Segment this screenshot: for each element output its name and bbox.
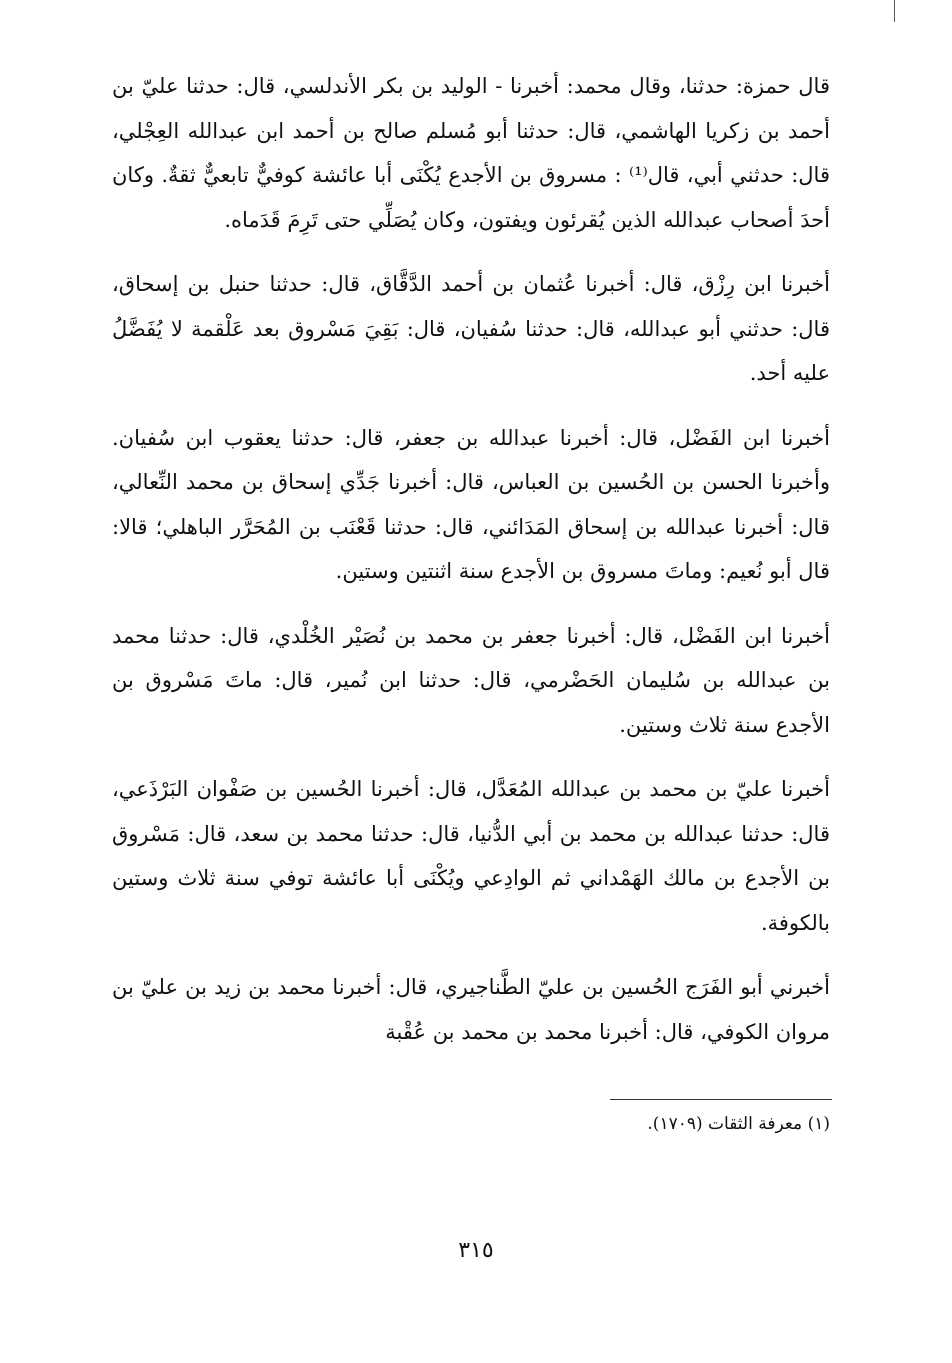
paragraph-3: أخبرنا ابن الفَضْل، قال: أخبرنا عبدالله بن جعفر، قال: حدثنا يعقوب ابن سُفيان. وأخبرنا الحسن بن الحُسين بن العباس، قال: أخبرنا جَدِّي إسحاق بن محمد النِّعالي، قال: أخبرنا عبدالله بن إسحاق المَدَائني، قال: حدثنا قَعْنَب بن المُحَرَّر الباهلي؛ قالا: قال أبو نُعيم: وماتَ مسروق بن الأجدع سنة اثنتين وستين. [112, 425, 830, 583]
paragraph-5: أخبرنا عليّ بن محمد بن عبدالله المُعَدَّل، قال: أخبرنا الحُسين بن صَفْوان البَرْذَعي، قال: حدثنا عبدالله بن محمد بن أبي الدُّنيا، قال: حدثنا محمد بن سعد، قال: مَسْروق بن الأجدع بن مالك الهَمْداني ثم الوادِعي ويُكْنَى أبا عائشة توفي سنة ثلاث وستين بالكوفة. [112, 777, 830, 935]
paragraph-1: قال حمزة: حدثنا، وقال محمد: أخبرنا - الوليد بن بكر الأندلسي، قال: حدثنا عليّ بن أحمد بن زكريا الهاشمي، قال: حدثنا أبو مُسلم صالح بن أحمد ابن عبدالله العِجْلي، قال: حدثني أبي، قال⁽¹⁾ : مسروق بن الأجدع يُكْنَى أبا عائشة كوفيٌّ تابعيٌّ ثقةٌ. وكان أحدَ أصحاب عبدالله الذين يُقرئون ويفتون، وكان يُصَلِّي حتى تَرِمَ قَدَماه. [112, 74, 830, 232]
main-text [112, 64, 830, 1074]
page-number: ٣١٥ [458, 1238, 494, 1263]
paragraph-2: أخبرنا ابن رِزْق، قال: أخبرنا عُثمان بن أحمد الدَّقَّاق، قال: حدثنا حنبل بن إسحاق، قال: حدثني أبو عبدالله، قال: حدثنا سُفيان، قال: بَقِيَ مَسْروق بعد عَلْقمة لا يُفَضَّلُ عليه أحد. [112, 272, 830, 385]
scan-edge-mark [894, 0, 895, 22]
footnote: (١) معرفة الثقات (١٧٠٩). [647, 1114, 830, 1134]
paragraph-4: أخبرنا ابن الفَضْل، قال: أخبرنا جعفر بن محمد بن نُصَيْر الخُلْدي، قال: حدثنا محمد بن عبدالله بن سُليمان الحَضْرمي، قال: حدثنا ابن نُمير، قال: ماتَ مَسْروق بن الأجدع سنة ثلاث وستين. [112, 623, 830, 737]
paragraph-6: أخبرني أبو الفَرَج الحُسين بن عليّ الطَّناجيري، قال: أخبرنا محمد بن زيد بن عليّ بن مروان الكوفي، قال: أخبرنا محمد بن محمد بن عُقْبة [112, 975, 830, 1044]
footnote-divider [610, 1099, 832, 1100]
